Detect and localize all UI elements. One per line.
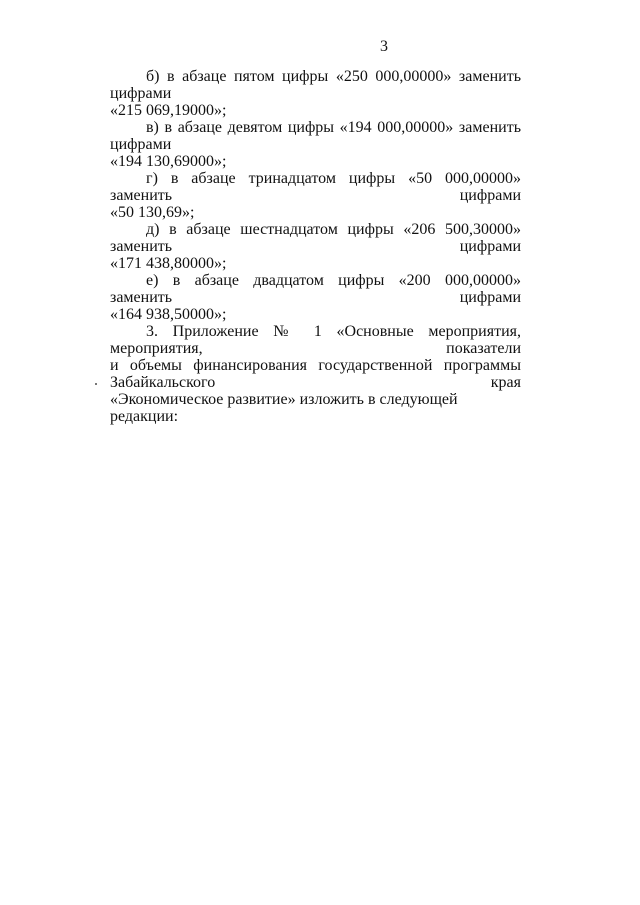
amendment-text-cont: «171 438,80000»; [110, 255, 227, 272]
amendment-text-cont: «164 938,50000»; [110, 306, 227, 323]
amendment-item-b [110, 68, 521, 119]
amendment-text-cont: «194 130,69000»; [110, 153, 227, 170]
amendment-item-e [110, 272, 521, 323]
scan-speck [95, 383, 97, 385]
amendment-text: д) в абзаце шестнадцатом цифры «206 500,30000» заменить цифрами [110, 221, 521, 255]
document-body [110, 68, 521, 425]
amendment-text-cont: «50 130,69»; [110, 204, 195, 221]
section-3-line-3: «Экономическое развитие» изложить в следующей редакции: [110, 391, 458, 425]
section-3-line-2: и объемы финансирования государственной программы Забайкальского края [110, 357, 521, 391]
amendment-item-g [110, 170, 521, 221]
section-3-line-1: 3. Приложение № 1 «Основные мероприятия, мероприятия, показатели [110, 323, 521, 357]
amendment-item-v [110, 119, 521, 170]
section-3 [110, 323, 521, 425]
amendment-item-d [110, 221, 521, 272]
amendment-text: е) в абзаце двадцатом цифры «200 000,00000» заменить цифрами [110, 272, 521, 306]
amendment-text: б) в абзаце пятом цифры «250 000,00000» заменить цифрами [110, 68, 521, 102]
amendment-text: в) в абзаце девятом цифры «194 000,00000» заменить цифрами [110, 119, 521, 153]
page-number: 3 [380, 38, 388, 55]
amendment-text: г) в абзаце тринадцатом цифры «50 000,00000» заменить цифрами [110, 170, 521, 204]
amendment-text-cont: «215 069,19000»; [110, 102, 227, 119]
